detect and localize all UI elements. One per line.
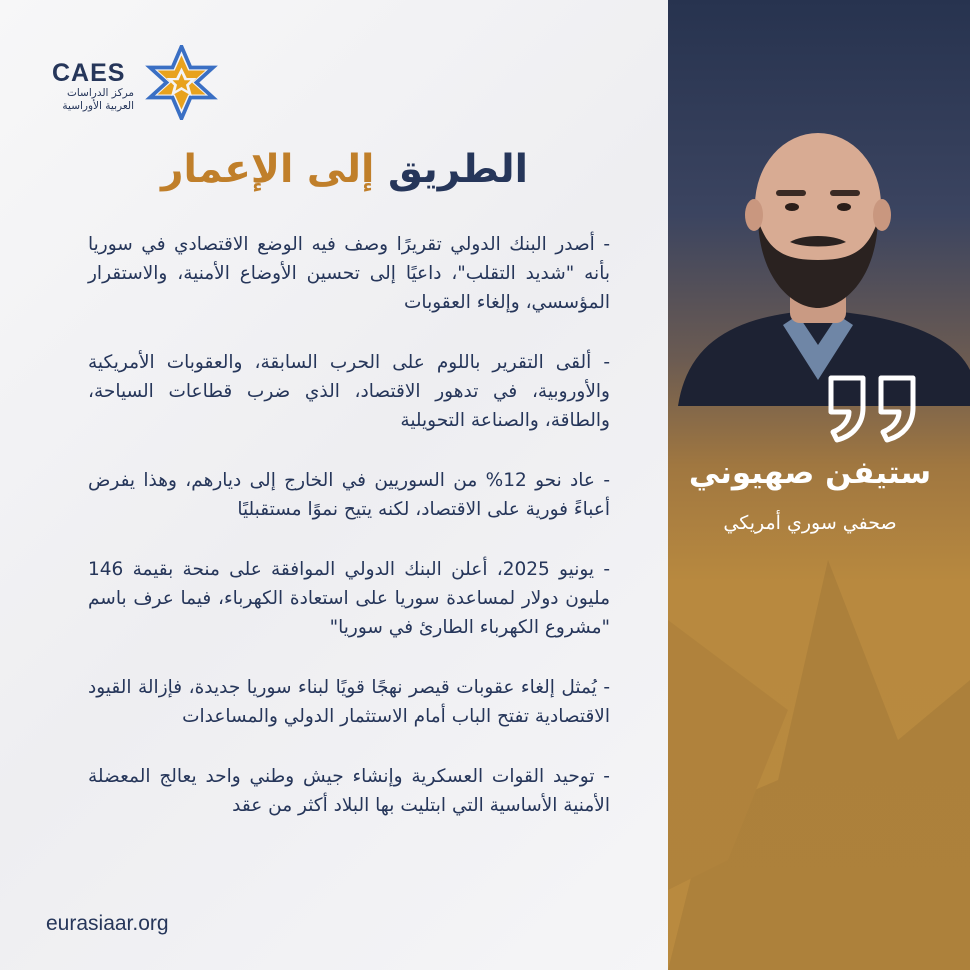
- logo-subtitle-line2: العربية الأوراسية: [62, 100, 134, 112]
- logo-subtitle-line1: مركز الدراسات: [66, 87, 134, 99]
- key-point: - توحيد القوات العسكرية وإنشاء جيش وطني واحد يعالج المعضلة الأمنية الأساسية التي ابتليت بها البلاد أكثر من عقد: [88, 766, 610, 816]
- author-photo: [668, 110, 970, 406]
- key-point: - ألقى التقرير باللوم على الحرب السابقة، والعقوبات الأمريكية والأوروبية، في تدهور الاقتصاد، الذي ضرب قطاعات السياحة، والطاقة، والصناعة التحويلية: [88, 352, 610, 431]
- caes-logo: [52, 45, 222, 120]
- author-role: صحفي سوري أمريكي: [723, 512, 897, 534]
- quote-icon: [825, 372, 921, 444]
- author-portrait-icon: [668, 110, 970, 406]
- key-point: - يونيو 2025، أعلن البنك الدولي الموافقة على منحة بقيمة 146 مليون دولار لمساعدة سوريا على استعادة الكهرباء، فيما عرف باسم "مشروع الكهرباء الطارئ في سوريا": [88, 559, 610, 638]
- website-url: eurasiaar.org: [46, 912, 169, 935]
- page-title: [40, 140, 528, 200]
- key-points-list: [88, 230, 610, 851]
- logo-abbreviation: CAES: [52, 59, 126, 87]
- star-emblem-icon: [144, 45, 219, 120]
- key-point: - عاد نحو 12% من السوريين في الخارج إلى ديارهم، وهذا يفرض أعباءً فورية على الاقتصاد، لكنه يتيح نموًا مستقبليًا: [88, 470, 610, 520]
- author-name: ستيفن صهيوني: [688, 455, 932, 491]
- key-point: - يُمثل إلغاء عقوبات قيصر نهجًا قويًا لبناء سوريا جديدة، فإزالة القيود الاقتصادية تفتح الباب أمام الاستثمار الدولي والمساعدات: [88, 677, 610, 727]
- key-point: - أصدر البنك الدولي تقريرًا وصف فيه الوضع الاقتصادي في سوريا بأنه "شديد التقلب"، داعيًا إلى تحسين الأوضاع الأمنية، والاستقرار المؤسسي، وإلغاء العقوبات: [88, 234, 610, 313]
- title-part1: الطريق: [387, 147, 528, 192]
- star-watermark-icon: [668, 560, 970, 970]
- title-part2: إلى الإعمار: [161, 147, 375, 192]
- logo-text: [52, 59, 134, 113]
